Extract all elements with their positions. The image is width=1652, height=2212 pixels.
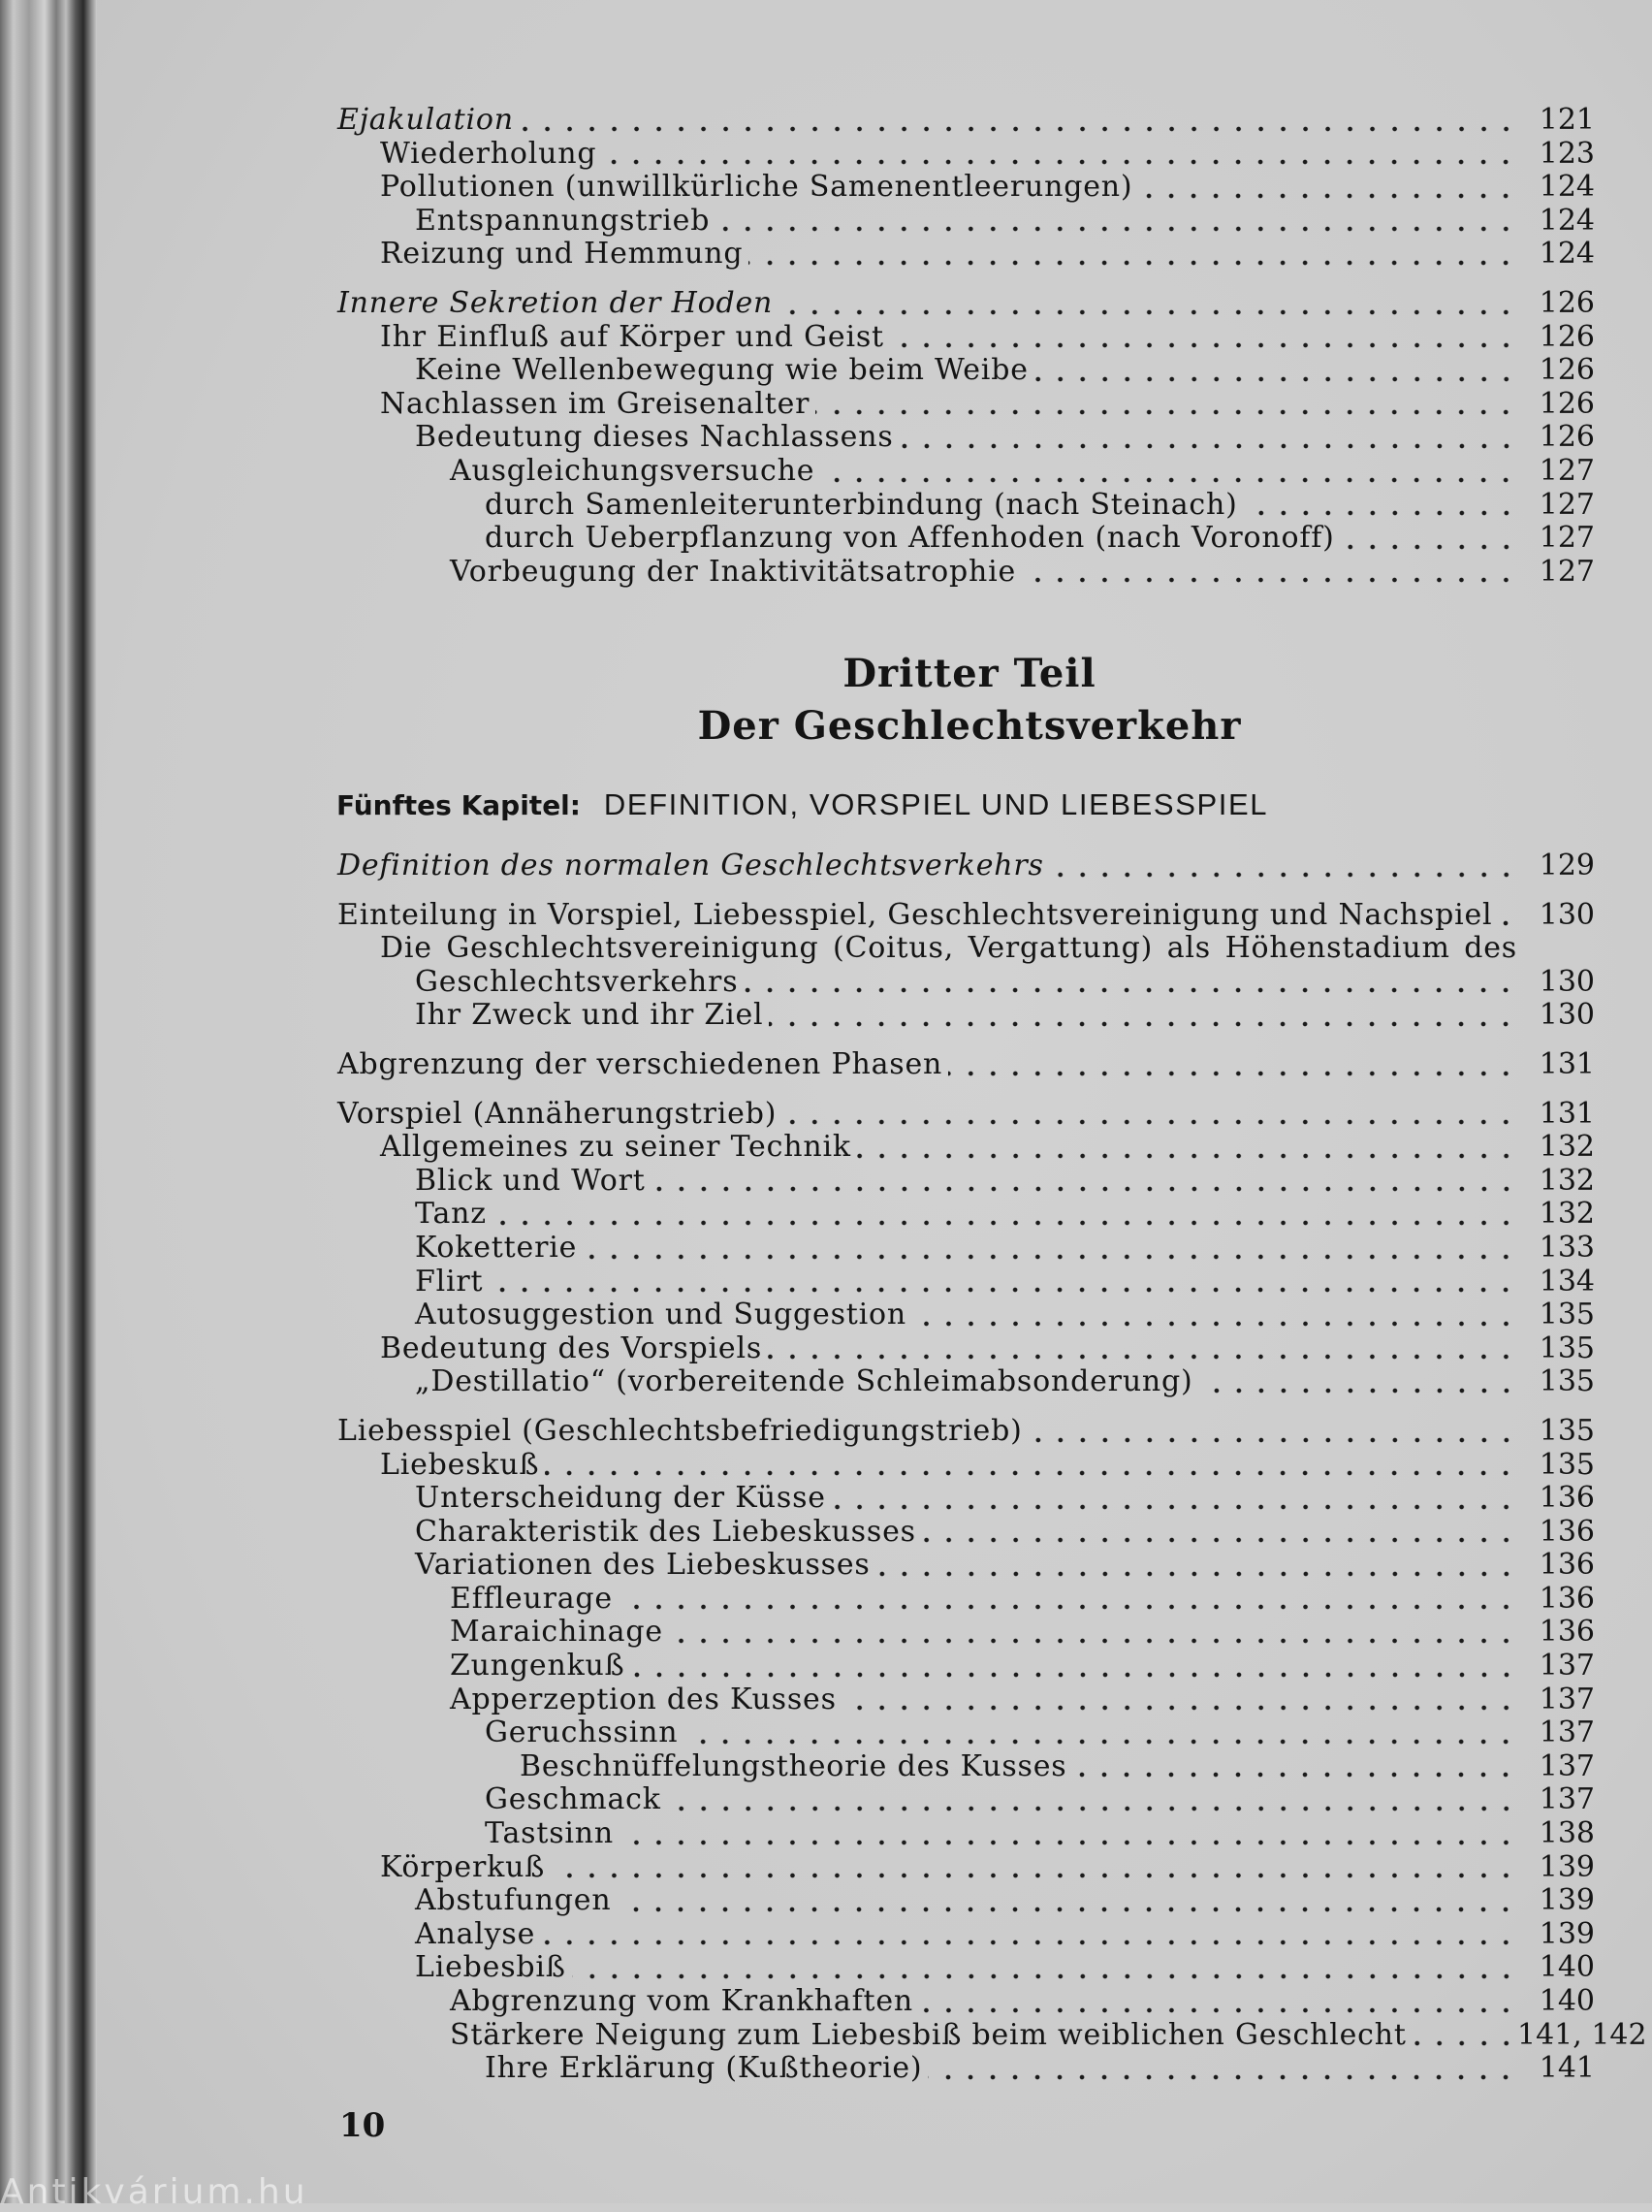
toc-entry-title: Einteilung in Vorspiel, Liebesspiel, Geschlechtsvereinigung und Nachspiel	[337, 897, 1493, 932]
toc-entry-page: 127	[1539, 487, 1595, 522]
toc-entry	[337, 1649, 1595, 1683]
dot-leader	[748, 238, 1517, 267]
toc-entry	[337, 1231, 1595, 1265]
part-title: Der Geschlechtsverkehr	[697, 703, 1242, 749]
dot-leader	[651, 1164, 1517, 1193]
toc-entry-page: 126	[1539, 386, 1595, 421]
toc-entry	[337, 521, 1595, 555]
toc-entry-title-line2: Geschlechtsverkehrs	[415, 964, 739, 999]
toc-entry	[337, 1582, 1595, 1616]
book-binding-edge	[0, 0, 97, 2203]
chapter-label: Fünftes Kapitel:	[336, 789, 581, 821]
toc-entry-page: 127	[1539, 554, 1595, 589]
dot-leader	[815, 387, 1517, 416]
dot-leader	[667, 1783, 1517, 1812]
toc-entry-page: 131	[1539, 1046, 1595, 1081]
toc-entry-title: Wiederholung	[380, 136, 597, 171]
toc-entry-title: Liebesspiel (Geschlechtsbefriedigungstrieb)	[337, 1413, 1023, 1448]
dot-leader	[620, 1817, 1517, 1846]
toc-entry-page: 139	[1539, 1883, 1595, 1918]
dot-leader	[583, 1232, 1517, 1261]
dot-leader	[922, 1515, 1517, 1544]
toc-entry-title: durch Samenleiterunterbindung (nach Steinach)	[485, 487, 1238, 522]
dot-leader	[900, 421, 1517, 450]
toc-entry-multiline	[337, 931, 1595, 998]
toc-entry-title: Zungenkuß	[450, 1649, 625, 1683]
dot-leader	[602, 137, 1517, 166]
watermark: Antikvárium.hu	[0, 2172, 308, 2212]
toc-entry-page: 124	[1539, 237, 1595, 272]
dot-leader	[520, 104, 1517, 133]
toc-entry-title: Nachlassen im Greisenalter	[380, 386, 810, 421]
toc-entry-title: Tanz	[415, 1197, 487, 1232]
toc-entry-page: 121	[1539, 103, 1595, 137]
dot-leader	[768, 1331, 1517, 1361]
toc-entry-page: 137	[1539, 1748, 1595, 1783]
dot-leader	[820, 455, 1517, 484]
dot-leader	[1244, 488, 1517, 517]
part-number: Dritter Teil	[842, 651, 1096, 696]
dot-leader	[912, 1298, 1517, 1328]
toc-entry-page: 135	[1539, 1364, 1595, 1399]
toc-entry-page: 139	[1539, 1849, 1595, 1884]
toc-entry	[337, 1265, 1595, 1298]
toc-entry	[337, 1298, 1595, 1331]
toc-entry	[337, 320, 1595, 354]
toc-entry-page: 133	[1539, 1230, 1595, 1265]
toc-entry-page: 130	[1539, 998, 1595, 1033]
toc-entry-page: 127	[1539, 453, 1595, 488]
toc-entry-page: 131	[1539, 1096, 1595, 1131]
toc-entry-title: Autosuggestion und Suggestion	[415, 1298, 906, 1332]
toc-entry-page: 127	[1539, 521, 1595, 556]
toc-entry-page: 135	[1539, 1330, 1595, 1365]
dot-leader	[545, 1448, 1517, 1477]
toc-entry	[337, 170, 1595, 204]
dot-leader	[876, 1549, 1517, 1578]
toc-entry-page: 140	[1539, 1984, 1595, 2018]
dot-leader	[1029, 1415, 1517, 1444]
toc-entry	[337, 998, 1595, 1032]
toc-entry-title: Geschmack	[485, 1782, 661, 1817]
toc-entry	[337, 1097, 1595, 1131]
toc-entry	[337, 1917, 1595, 1951]
dot-leader	[489, 1265, 1517, 1294]
toc-entry-page: 137	[1539, 1649, 1595, 1683]
dot-leader	[1022, 555, 1517, 584]
toc-entry-page: 126	[1539, 285, 1595, 320]
toc-entry	[337, 1850, 1595, 1884]
dot-leader	[1138, 171, 1517, 200]
toc-entry-title: Apperzeption des Kusses	[450, 1682, 837, 1716]
toc-entry-page: 139	[1539, 1916, 1595, 1951]
toc-entry	[337, 1816, 1595, 1850]
part-heading	[582, 648, 1357, 753]
dot-leader	[683, 1716, 1517, 1746]
toc-entry-page: 126	[1539, 353, 1595, 388]
toc-entry-title: Abgrenzung vom Krankhaften	[450, 1984, 914, 2018]
toc-entry-page: 137	[1539, 1715, 1595, 1750]
toc-entry-title: Definition des normalen Geschlechtsverkehrs	[337, 849, 1044, 882]
dot-leader	[744, 965, 1517, 994]
dot-leader	[492, 1198, 1517, 1227]
toc-entry	[337, 286, 1595, 320]
toc-entry-title: Charakteristik des Liebeskusses	[415, 1514, 916, 1549]
toc-entry	[337, 353, 1595, 387]
toc-entry-page: 126	[1539, 319, 1595, 354]
toc-entry-title: Bedeutung des Vorspiels	[380, 1330, 763, 1365]
toc-entry-title: Körperkuß	[380, 1849, 546, 1884]
dot-leader	[782, 1097, 1517, 1126]
dot-leader	[572, 1951, 1517, 1980]
dot-leader	[832, 1482, 1517, 1511]
dot-leader	[1072, 1749, 1517, 1779]
chapter-title: DEFINITION, VORSPIEL UND LIEBESSPIEL	[603, 787, 1269, 821]
toc-entry	[337, 1130, 1595, 1164]
toc-entry	[337, 1448, 1595, 1482]
dot-leader	[669, 1616, 1517, 1645]
toc-entry	[337, 2017, 1647, 2052]
page-number: 10	[339, 2106, 386, 2145]
toc-entry	[337, 1683, 1595, 1716]
toc-entry-page: 126	[1539, 420, 1595, 455]
toc-entry	[337, 103, 1595, 137]
toc-entry-page: 134	[1539, 1264, 1595, 1298]
chapter-heading	[336, 787, 1597, 822]
toc-entry-title: Tastsinn	[485, 1816, 615, 1851]
toc-entry-page: 130	[1539, 897, 1595, 932]
toc-entry	[337, 387, 1595, 421]
toc-entry-page: 136	[1539, 1615, 1595, 1650]
toc-entry	[337, 1548, 1595, 1582]
toc-entry-title: Ihr Einfluß auf Körper und Geist	[380, 319, 884, 354]
toc-entry	[337, 237, 1595, 271]
toc-entry-title: Keine Wellenbewegung wie beim Weibe	[415, 353, 1029, 388]
toc-entry-title: Reizung und Hemmung	[380, 237, 744, 272]
dot-leader	[1341, 522, 1517, 551]
toc-entry	[337, 898, 1595, 932]
dot-leader	[1413, 2018, 1517, 2047]
toc-entry-page: 140	[1539, 1950, 1595, 1985]
toc-entry-title: Ausgleichungsversuche	[450, 453, 815, 488]
toc-entry-page: 138	[1539, 1816, 1595, 1851]
toc-entry-title: Flirt	[415, 1264, 484, 1298]
dot-leader	[890, 320, 1517, 349]
toc-entry	[337, 1984, 1595, 2018]
toc-entry-title-line1: Die Geschlechtsvereinigung (Coitus, Vergattung) als Höhenstadium des	[380, 931, 1517, 966]
dot-leader	[631, 1650, 1517, 1679]
toc-entry-title: Analyse	[415, 1916, 536, 1951]
toc-section-bottom	[337, 849, 1647, 2086]
toc-entry-page: 141, 142	[1517, 2017, 1647, 2052]
toc-entry-title: Geruchssinn	[485, 1715, 679, 1750]
toc-entry	[337, 1782, 1595, 1816]
toc-entry-title: Vorbeugung der Inaktivitätsatrophie	[450, 554, 1017, 589]
toc-entry-title: Liebesbiß	[415, 1950, 566, 1985]
toc-entry-title: Effleurage	[450, 1581, 613, 1616]
toc-entry-title: Abstufungen	[415, 1883, 612, 1918]
toc-entry-page: 130	[1539, 964, 1595, 999]
toc-entry-title: durch Ueberpflanzung von Affenhoden (nach Voronoff)	[485, 521, 1335, 556]
toc-entry-title: Ihre Erklärung (Kußtheorie)	[485, 2051, 923, 2086]
toc-entry-title: Bedeutung dieses Nachlassens	[415, 420, 894, 455]
toc-entry-title: Koketterie	[415, 1230, 578, 1265]
dot-leader	[857, 1131, 1517, 1160]
toc-entry	[337, 1950, 1595, 1984]
toc-entry-page: 124	[1539, 203, 1595, 238]
toc-entry	[337, 1515, 1595, 1549]
dot-leader	[919, 1985, 1517, 2014]
dot-leader	[1498, 898, 1517, 927]
toc-entry-title: Unterscheidung der Küsse	[415, 1481, 826, 1516]
toc-entry-page: 136	[1539, 1581, 1595, 1616]
toc-entry-page: 129	[1539, 849, 1595, 882]
toc-entry	[337, 1197, 1595, 1231]
toc-entry	[337, 555, 1595, 589]
toc-entry-title: Ejakulation	[337, 103, 514, 137]
toc-entry	[337, 137, 1595, 171]
toc-entry-title: Allgemeines zu seiner Technik	[380, 1130, 851, 1165]
toc-entry-title: Variationen des Liebeskusses	[415, 1548, 871, 1583]
dot-leader	[617, 1884, 1517, 1913]
toc-entry	[337, 1749, 1595, 1783]
dot-leader	[1034, 354, 1517, 383]
dot-leader	[619, 1582, 1517, 1611]
toc-entry	[337, 1481, 1595, 1515]
toc-entry-title: „Destillatio“ (vorbereitende Schleimabsonderung)	[415, 1364, 1193, 1399]
toc-entry	[337, 488, 1595, 522]
toc-entry-page: 123	[1539, 136, 1595, 171]
dot-leader	[948, 1048, 1517, 1077]
toc-entry-title: Entspannungstrieb	[415, 203, 711, 238]
dot-leader	[928, 2052, 1517, 2081]
toc-entry-title: Beschnüffelungstheorie des Kusses	[520, 1748, 1067, 1783]
toc-entry-page: 124	[1539, 170, 1595, 205]
toc-entry	[337, 454, 1595, 488]
toc-entry-page: 136	[1539, 1514, 1595, 1549]
toc-entry-title: Maraichinage	[450, 1615, 663, 1650]
toc-entry-title: Innere Sekretion der Hoden	[337, 285, 774, 320]
toc-entry	[337, 1164, 1595, 1198]
toc-entry-page: 135	[1539, 1413, 1595, 1448]
dot-leader	[778, 287, 1517, 316]
toc-entry	[337, 204, 1595, 238]
toc-entry	[337, 1364, 1595, 1398]
dot-leader	[842, 1683, 1517, 1712]
toc-entry-title: Pollutionen (unwillkürliche Samenentleerungen)	[380, 170, 1133, 205]
toc-entry	[337, 1715, 1595, 1749]
toc-entry-title: Vorspiel (Annäherungstrieb)	[337, 1096, 778, 1131]
dot-leader	[715, 204, 1517, 233]
toc-entry-page: 135	[1539, 1298, 1595, 1332]
toc-entry-title: Liebeskuß	[380, 1447, 540, 1482]
toc-entry	[337, 1883, 1595, 1917]
dot-leader	[551, 1850, 1517, 1879]
toc-section-top	[337, 103, 1595, 588]
toc-entry-title: Abgrenzung der verschiedenen Phasen	[337, 1046, 943, 1081]
toc-entry-title: Stärkere Neigung zum Liebesbiß beim weiblichen Geschlecht	[450, 2017, 1407, 2052]
dot-leader	[1050, 850, 1517, 879]
toc-entry-page: 137	[1539, 1782, 1595, 1817]
toc-entry-page: 132	[1539, 1130, 1595, 1165]
toc-entry	[337, 2051, 1595, 2085]
toc-entry	[337, 849, 1595, 882]
toc-entry-title: Ihr Zweck und ihr Ziel	[415, 998, 764, 1033]
toc-entry	[337, 1047, 1595, 1081]
dot-leader	[541, 1917, 1517, 1946]
toc-entry	[337, 1615, 1595, 1649]
toc-entry	[337, 420, 1595, 454]
toc-entry-page: 141	[1539, 2051, 1595, 2086]
toc-entry-page: 132	[1539, 1163, 1595, 1198]
toc-entry-page: 132	[1539, 1197, 1595, 1232]
toc-entry-title: Blick und Wort	[415, 1163, 646, 1198]
toc-entry-page: 136	[1539, 1481, 1595, 1516]
toc-entry-page: 135	[1539, 1447, 1595, 1482]
dot-leader	[1199, 1365, 1517, 1395]
toc-entry	[337, 1331, 1595, 1365]
toc-entry	[337, 1414, 1595, 1448]
dot-leader	[769, 999, 1517, 1028]
toc-entry-page: 137	[1539, 1682, 1595, 1716]
toc-entry-page: 136	[1539, 1548, 1595, 1583]
